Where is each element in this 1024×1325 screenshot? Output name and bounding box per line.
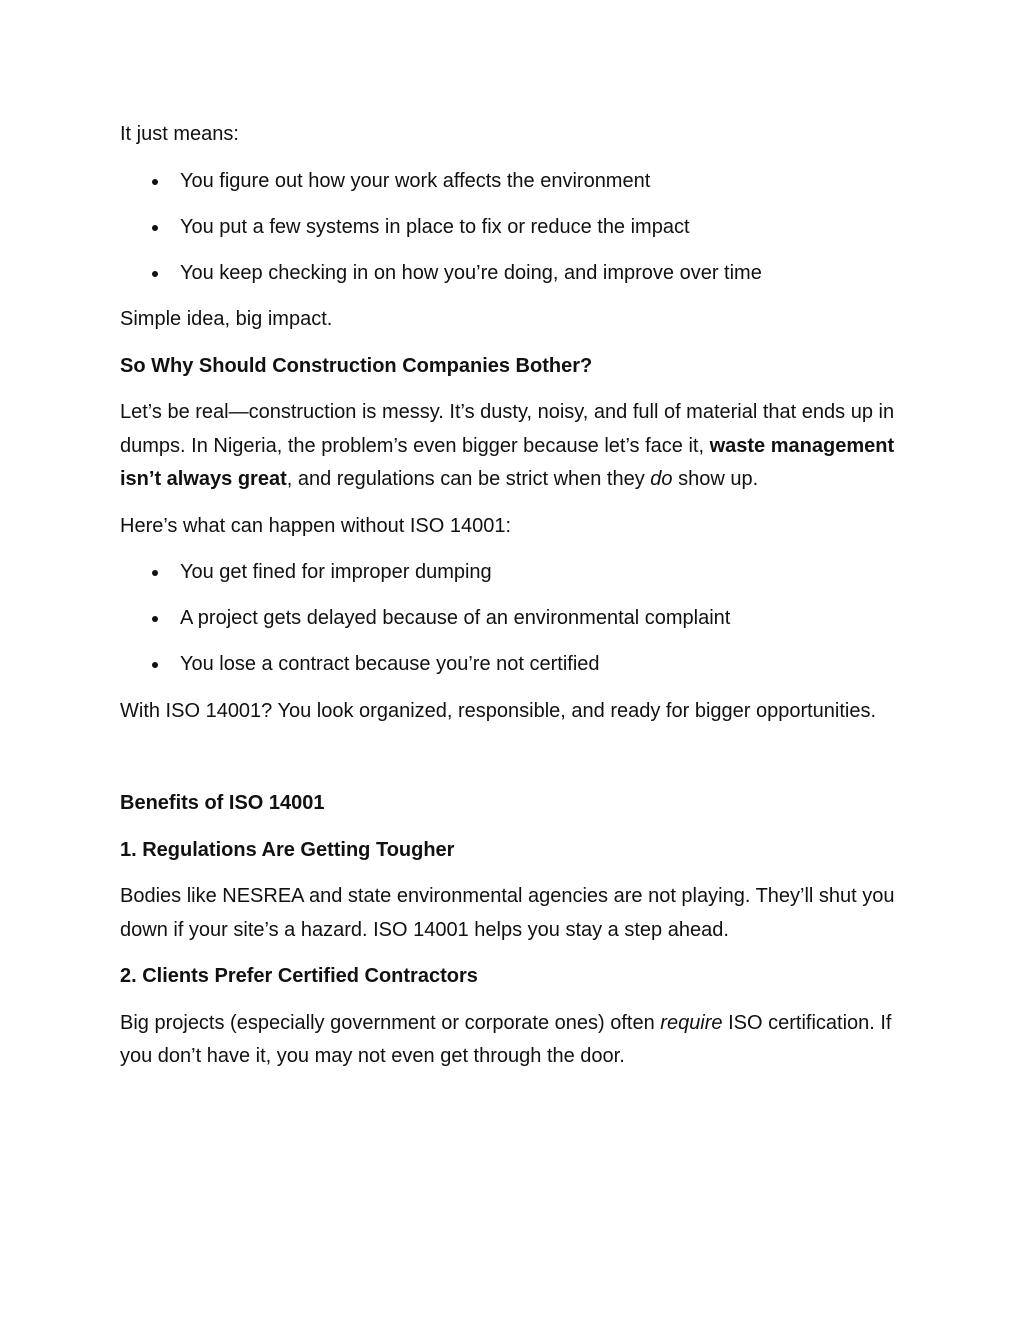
why-paragraph [120, 396, 910, 497]
benefit2-text-italic: require [660, 1011, 723, 1034]
why-text-bold: waste management isn’t always great [120, 434, 895, 490]
bullet-icon [152, 616, 158, 622]
list-item [120, 211, 910, 245]
list-item [120, 648, 910, 682]
list-item [120, 165, 910, 199]
with-paragraph: With ISO 14001? You look organized, responsible, and ready for bigger opportunities. [120, 699, 877, 722]
why-heading: So Why Should Construction Companies Bother? [120, 354, 593, 377]
list-item-text: You lose a contract because you’re not certified [180, 653, 600, 675]
list-item-text: A project gets delayed because of an environmental complaint [180, 607, 731, 629]
list-item [120, 556, 910, 590]
list-item-text: You put a few systems in place to fix or reduce the impact [180, 215, 690, 238]
bullet-icon [152, 570, 158, 576]
benefit2-paragraph [120, 1007, 910, 1074]
benefit1-paragraph: Bodies like NESREA and state environmental agencies are not playing. They’ll shut you down if your site’s a hazard. ISO 14001 helps you stay a step ahead. [120, 885, 895, 941]
why-text-italic: do [650, 468, 673, 490]
simple-idea-paragraph: Simple idea, big impact. [120, 308, 333, 330]
list-item-text: You figure out how your work affects the environment [180, 169, 651, 192]
benefit2-heading: 2. Clients Prefer Certified Contractors [120, 965, 478, 987]
without-list [120, 556, 910, 682]
bullet-icon [152, 179, 158, 185]
document-body [120, 118, 910, 1087]
list-item-text: You get fined for improper dumping [180, 561, 492, 583]
benefit2-text-part1: Big projects (especially government or corporate ones) often [120, 1011, 661, 1034]
list-item [120, 602, 910, 636]
intro-paragraph: It just means: [120, 123, 239, 145]
benefit1-heading: 1. Regulations Are Getting Tougher [120, 838, 455, 861]
why-text-part2: , and regulations can be strict when they [286, 468, 651, 490]
benefits-heading: Benefits of ISO 14001 [120, 792, 325, 814]
list-item-text: You keep checking in on how you’re doing, and improve over time [180, 261, 762, 284]
blank-line [120, 741, 910, 787]
benefit2-text-part2: ISO certification. If you don’t have it, you may not even get through the door. [120, 1011, 892, 1067]
why-text-part1: Let’s be real—construction is messy. It’s dusty, noisy, and full of material that ends up in dumps. In Nigeria, the problem’s even bigger because let’s face it, [120, 401, 895, 457]
list-item [120, 257, 910, 291]
why-text-part3: show up. [672, 468, 759, 490]
bullet-icon [152, 662, 158, 668]
bullet-icon [152, 225, 158, 231]
bullet-icon [152, 271, 158, 277]
means-list [120, 165, 910, 291]
without-intro-paragraph: Here’s what can happen without ISO 14001: [120, 514, 511, 537]
